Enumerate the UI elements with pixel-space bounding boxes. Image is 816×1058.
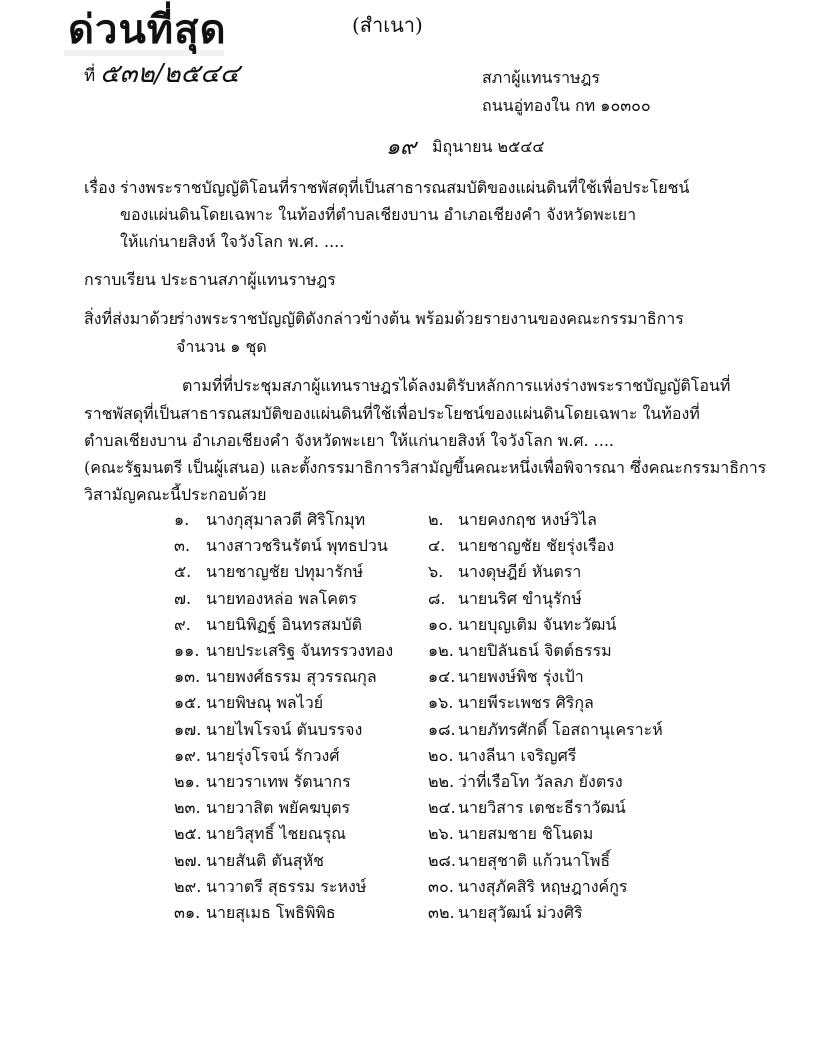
member-number: ๓๐. — [428, 876, 454, 896]
member-number: ๑๙. — [174, 745, 201, 765]
member-name: นายนิพิฏฐ์ อินทรสมบัติ — [206, 614, 362, 634]
member-name: นางสุภัคสิริ หฤษฎางค์กูร — [458, 876, 628, 896]
member-number: ๑๒. — [428, 641, 454, 660]
member-number: ๔. — [428, 536, 446, 556]
member-name: นายวิสุทธิ์ ไชยณรุณ — [206, 824, 347, 844]
doc-number-label: ที่ — [84, 66, 96, 86]
subject-line: ของแผ่นดินโดยเฉพาะ ในท้องที่ตำบลเชียงบาน อำเภอเชียงคำ จังหวัดพะเยา — [120, 205, 637, 224]
urgency-stamp: ด่วนที่สุด — [68, 7, 227, 53]
member-name: นายวาสิต พยัคฆบุตร — [206, 798, 351, 818]
member-name: นายสมชาย ชิโนดม — [458, 824, 594, 844]
member-number: ๒๑. — [174, 772, 200, 791]
member-name: นายคงกฤช หงษ์วิไล — [458, 510, 597, 529]
date-day: ๑๙ — [386, 135, 417, 160]
sender-org: สภาผู้แทนราษฎร — [482, 68, 600, 87]
member-name: นายสุวัฒน์ ม่วงศิริ — [458, 903, 583, 922]
member-number: ๘. — [428, 588, 446, 608]
member-number: ๑๐. — [428, 614, 454, 634]
member-number: ๑๗. — [174, 719, 202, 739]
member-number: ๑. — [174, 510, 190, 529]
subject-line: ร่างพระราชบัญญัติโอนที่ราชพัสดุที่เป็นสาธารณสมบัติของแผ่นดินที่ใช้เพื่อประโยชน์ — [120, 178, 690, 197]
member-number: ๒๒. — [428, 772, 455, 791]
member-name: นายทองหล่อ พลโคตร — [206, 588, 357, 608]
member-name: นายประเสริฐ จันทรรวงทอง — [206, 641, 394, 660]
sender-address: ถนนอู่ทองใน กท ๑๐๓๐๐ — [482, 96, 651, 115]
member-name: นายไพโรจน์ ตันบรรจง — [206, 719, 363, 739]
member-name: นายพงษ์พิช รุ่งเป้า — [458, 667, 584, 687]
member-number: ๗. — [174, 588, 192, 608]
member-name: นางดุษฎีย์ หันตรา — [458, 562, 582, 582]
member-number: ๒๐. — [428, 745, 454, 765]
member-name: นายวราเทพ รัตนากร — [206, 772, 351, 791]
member-name: นาวาตรี สุธรรม ระหงษ์ — [206, 876, 367, 896]
member-number: ๑๖. — [428, 693, 454, 713]
member-number: ๑๓. — [174, 667, 201, 687]
member-name: นายชาญชัย ปทุมารักษ์ — [206, 562, 364, 582]
member-number: ๙. — [174, 614, 191, 634]
member-name: นายสุเมธ โพธิพิพิธ — [206, 903, 336, 922]
member-number: ๑๘. — [428, 719, 456, 739]
member-number: ๑๑. — [174, 641, 200, 660]
enclosure-line: ร่างพระราชบัญญัติดังกล่าวข้างต้น พร้อมด้วยรายงานของคณะกรรมาธิการ — [176, 309, 684, 328]
doc-number: ๕๓๒/๒๕๔๔ — [100, 59, 240, 89]
member-name: นายพีระเพชร ศิริกุล — [458, 693, 594, 713]
enclosure-line: จำนวน ๑ ชุด — [176, 337, 267, 356]
member-number: ๒๖. — [428, 824, 454, 844]
body-line: ตำบลเชียงบาน อำเภอเชียงคำ จังหวัดพะเยา ให้แก่นายสิงห์ ใจวังโลก พ.ศ. .... — [84, 431, 615, 450]
body-line: (คณะรัฐมนตรี เป็นผู้เสนอ) และตั้งกรรมาธิการวิสามัญขึ้นคณะหนึ่งเพื่อพิจารณา ซึ่งคณะกรรมาธิการ — [84, 458, 767, 477]
member-name: นายภัทรศักดิ์ โอสถานุเคราะห์ — [458, 719, 663, 739]
member-name: นายนริศ ขำนุรักษ์ — [458, 588, 582, 608]
body-line: วิสามัญคณะนี้ประกอบด้วย — [84, 485, 267, 504]
date-month-year: มิถุนายน ๒๕๔๔ — [432, 137, 545, 156]
member-name: นายสันติ ตันสุหัช — [206, 850, 324, 870]
member-name: นายชาญชัย ชัยรุ่งเรือง — [458, 536, 615, 556]
member-number: ๖. — [428, 562, 444, 582]
member-number: ๑๔. — [428, 667, 456, 687]
member-number: ๓. — [174, 536, 191, 556]
member-name: นายปิลันธน์ จิตต์ธรรม — [458, 641, 612, 660]
member-number: ๒. — [428, 510, 444, 529]
member-name: นางลีนา เจริญศรี — [458, 745, 577, 765]
member-number: ๑๕. — [174, 693, 202, 713]
member-number: ๒๔. — [428, 798, 456, 818]
member-number: ๕. — [174, 562, 192, 582]
member-name: นายบุญเติม จันทะวัฒน์ — [458, 614, 617, 634]
member-number: ๒๗. — [174, 850, 202, 870]
member-name: นายรุ่งโรจน์ รักวงศ์ — [206, 745, 340, 765]
copy-label: (สำเนา) — [352, 13, 423, 37]
subject-label: เรื่อง — [84, 178, 116, 197]
body-line: ตามที่ที่ประชุมสภาผู้แทนราษฎรได้ลงมติรับหลักการแห่งร่างพระราชบัญญัติโอนที่ — [182, 376, 731, 395]
member-number: ๒๕. — [174, 824, 202, 844]
member-number: ๒๘. — [428, 850, 456, 870]
member-number: ๒๙. — [174, 876, 202, 896]
member-name: นายพงศ์ธรรม สุวรรณกุล — [206, 667, 377, 687]
salutation: กราบเรียน ประธานสภาผู้แทนราษฎร — [84, 270, 336, 289]
member-number: ๓๑. — [174, 903, 201, 922]
member-name: นางสาวชรินรัตน์ พุทธปวน — [206, 536, 388, 556]
member-name: นายพิษณุ พลไวย์ — [206, 693, 324, 713]
subject-line: ให้แก่นายสิงห์ ใจวังโลก พ.ศ. .... — [120, 232, 345, 251]
member-name: นางกุสุมาลวตี ศิริโกมุท — [206, 510, 366, 529]
member-number: ๓๒. — [428, 903, 455, 922]
member-number: ๒๓. — [174, 798, 201, 818]
member-name: นายสุชาติ แก้วนาโพธิ์ — [458, 850, 611, 870]
member-name: ว่าที่เรือโท วัลลภ ยังตรง — [458, 772, 623, 791]
member-name: นายวิสาร เตชะธีราวัฒน์ — [458, 798, 626, 818]
enclosure-label: สิ่งที่ส่งมาด้วย — [84, 309, 178, 328]
body-line: ราชพัสดุที่เป็นสาธารณสมบัติของแผ่นดินที่ใช้เพื่อประโยชน์ของแผ่นดินโดยเฉพาะ ในท้องที่ — [84, 404, 700, 423]
